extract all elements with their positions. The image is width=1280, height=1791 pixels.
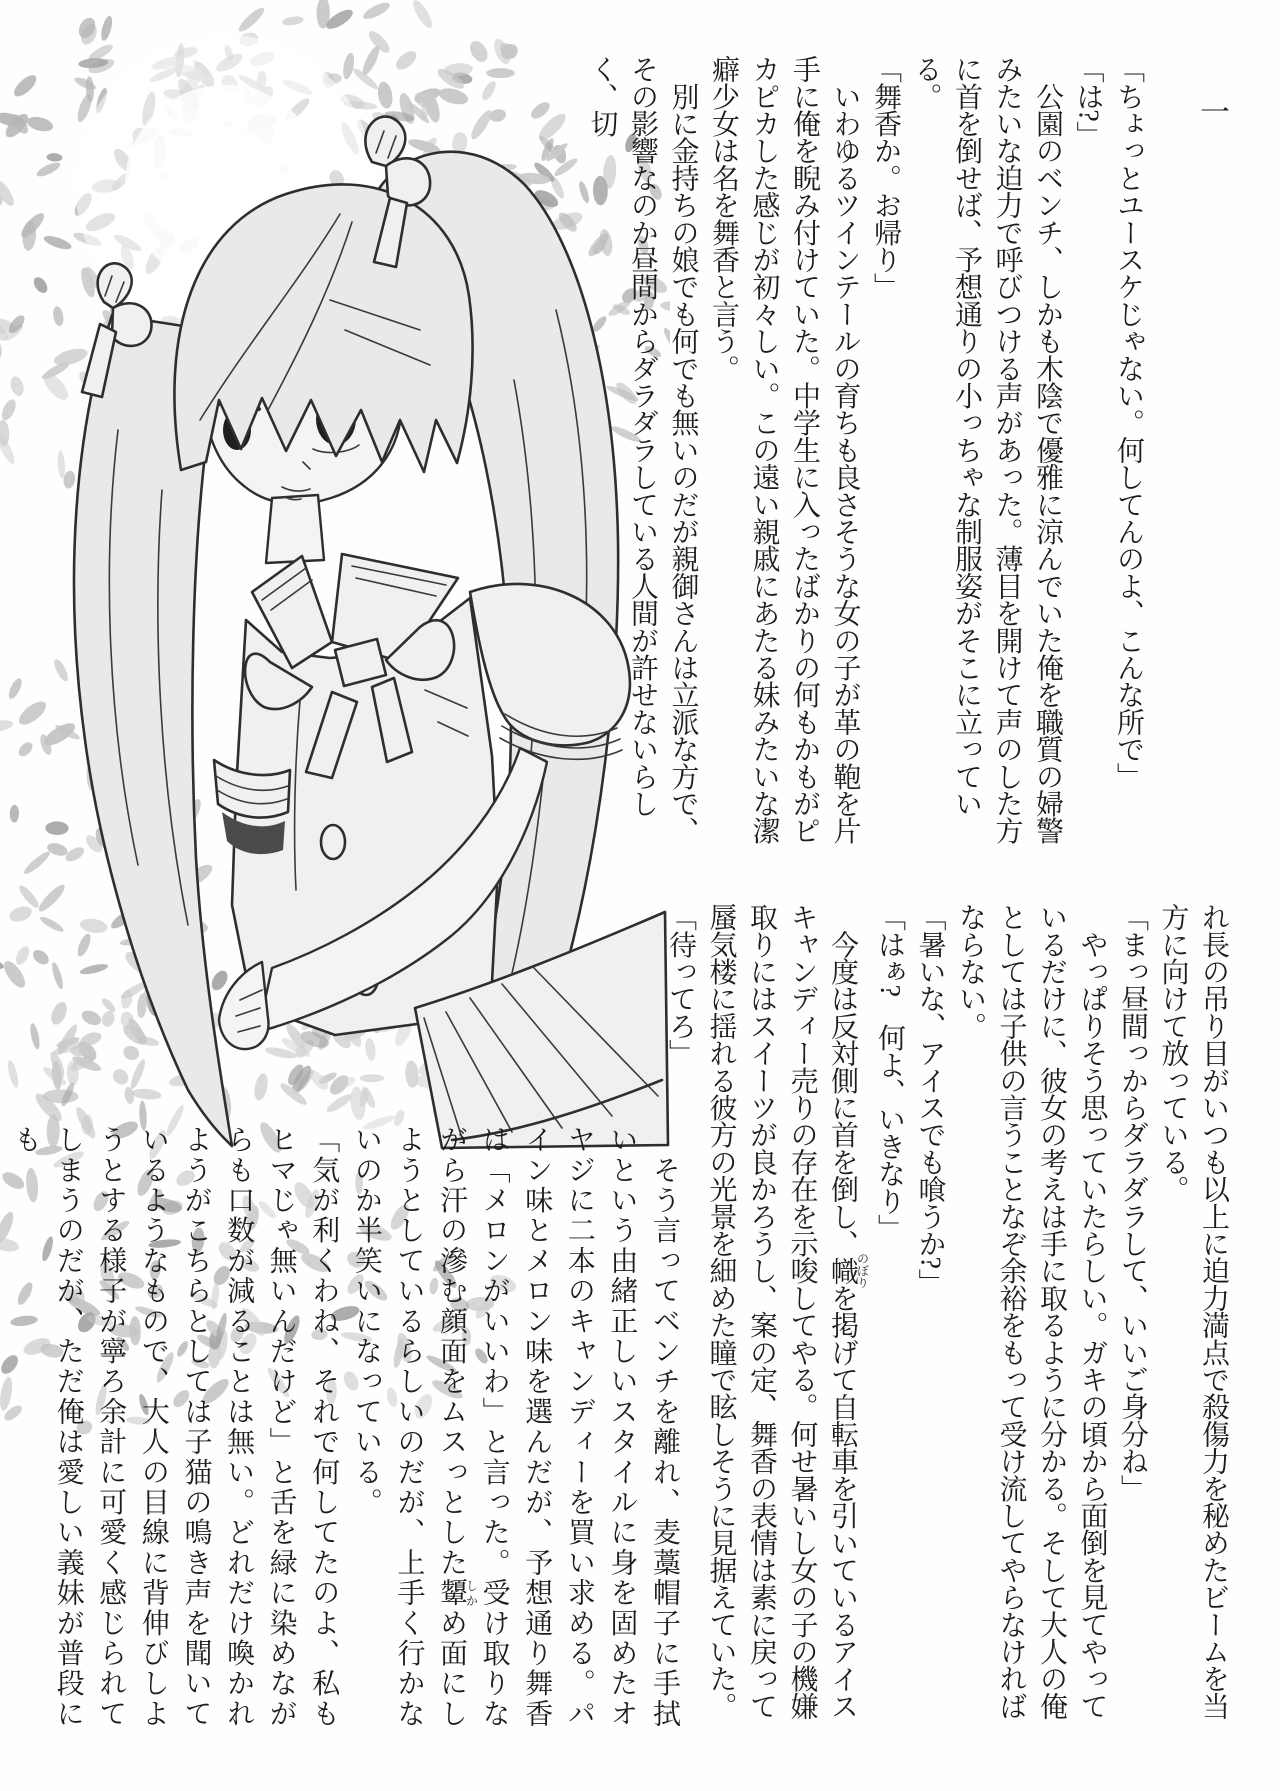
paragraph: 「まっ昼間っからダラダラして、いいご身分ね」 <box>1117 903 1148 1502</box>
paragraph: 「ちょっとユースケじゃない。何してんのよ、こんな所で」 <box>1113 55 1144 790</box>
paragraph: 公園のベンチ、しかも木陰で優雅に涼んでいた俺を職質の婦警みたいな迫力で呼びつける声があった。薄目を開けて声のした方に首を倒せば、予想通りの小っちゃな制服姿がそこに立っている。 <box>910 55 1063 844</box>
sleeve-cuff-left <box>214 760 290 854</box>
text-band-bottom-left <box>4 1125 686 1737</box>
paragraph: そう言ってベンチを離れ、麦藁帽子に手拭いという由緒正しいスタイルに身を固めたオヤジに二本のキャンディーを買い求める。パイン味とメロン味を選んだが、予想通り舞香は「メロンがいいわ」と言った。受け取りながら汗の滲む顔面をムスっとした顰しかめ面にしようとしているらしいのだが、上手く行かないのか半笑いになっている。 <box>350 1125 680 1730</box>
paragraph: いわゆるツインテールの育ちも良さそうな女の子が革の鞄を片手に俺を睨み付けていた。中学生に入ったばかりの何もかもがピカピカした感じが初々しい。この遠い親戚にあたる妹みたいな潔癖少女は名を舞香と言う。 <box>708 55 861 844</box>
girl-neck <box>266 495 324 563</box>
paragraph: 「はぁ? 何よ、いきなり」 <box>874 903 905 1242</box>
paragraph: やっぱりそう思っていたらしい。ガキの頃から面倒を見てやっているだけに、彼女の考えは手に取るように分かる。そして大人の俺としては子供の言うことなぞ余裕をもって受け流してやらなければならない。 <box>955 903 1108 1720</box>
paragraph: 「は?」 <box>1072 55 1104 149</box>
paragraph: 別に金持ちの娘でも何でも無いのだが親御さんは立派な方で、その影響なのか昼間からダラダラしている人間が許せないらしく、切 <box>586 55 699 844</box>
paragraph: 「暑いな、アイスでも喰うか?」 <box>914 903 946 1296</box>
paragraph: 今度は反対側に首を倒し、幟のぼりを掲げて自転車を引いているアイスキャンディー売りの存在を示唆してやる。何せ暑いし女の子の機嫌取りにはスイーツが良かろうし、案の定、舞香の表情は素に戻って蜃気楼に揺れる彼方の光景を細めた瞳で眩しそうに見据えていた。 <box>705 903 870 1720</box>
paragraph: 「待ってろ」 <box>665 903 696 1067</box>
chapter-number: 一 <box>1195 96 1228 126</box>
text-band-upper <box>581 55 1148 870</box>
text-band-lower-right <box>660 903 1234 1738</box>
paragraph: れ長の吊り目がいつも以上に迫力満点で殺傷力を秘めたビームを当方に向けて放っている。 <box>1157 903 1229 1720</box>
paragraph: 「舞香か。お帰り」 <box>870 55 901 300</box>
paragraph: 「気が利くわね、それで何してたのよ、私もヒマじゃ無いんだけど」と舌を緑に染めながらも口数が減ることは無い。どれだけ喚かれようがこちらとしては子猫の鳴き声を聞いているようなもので、大人の目線に背伸びしようとする様子が寧ろ余計に可愛く感じられてしまうのだが、ただ俺は愛しい義妹が普段にも <box>10 1125 340 1730</box>
